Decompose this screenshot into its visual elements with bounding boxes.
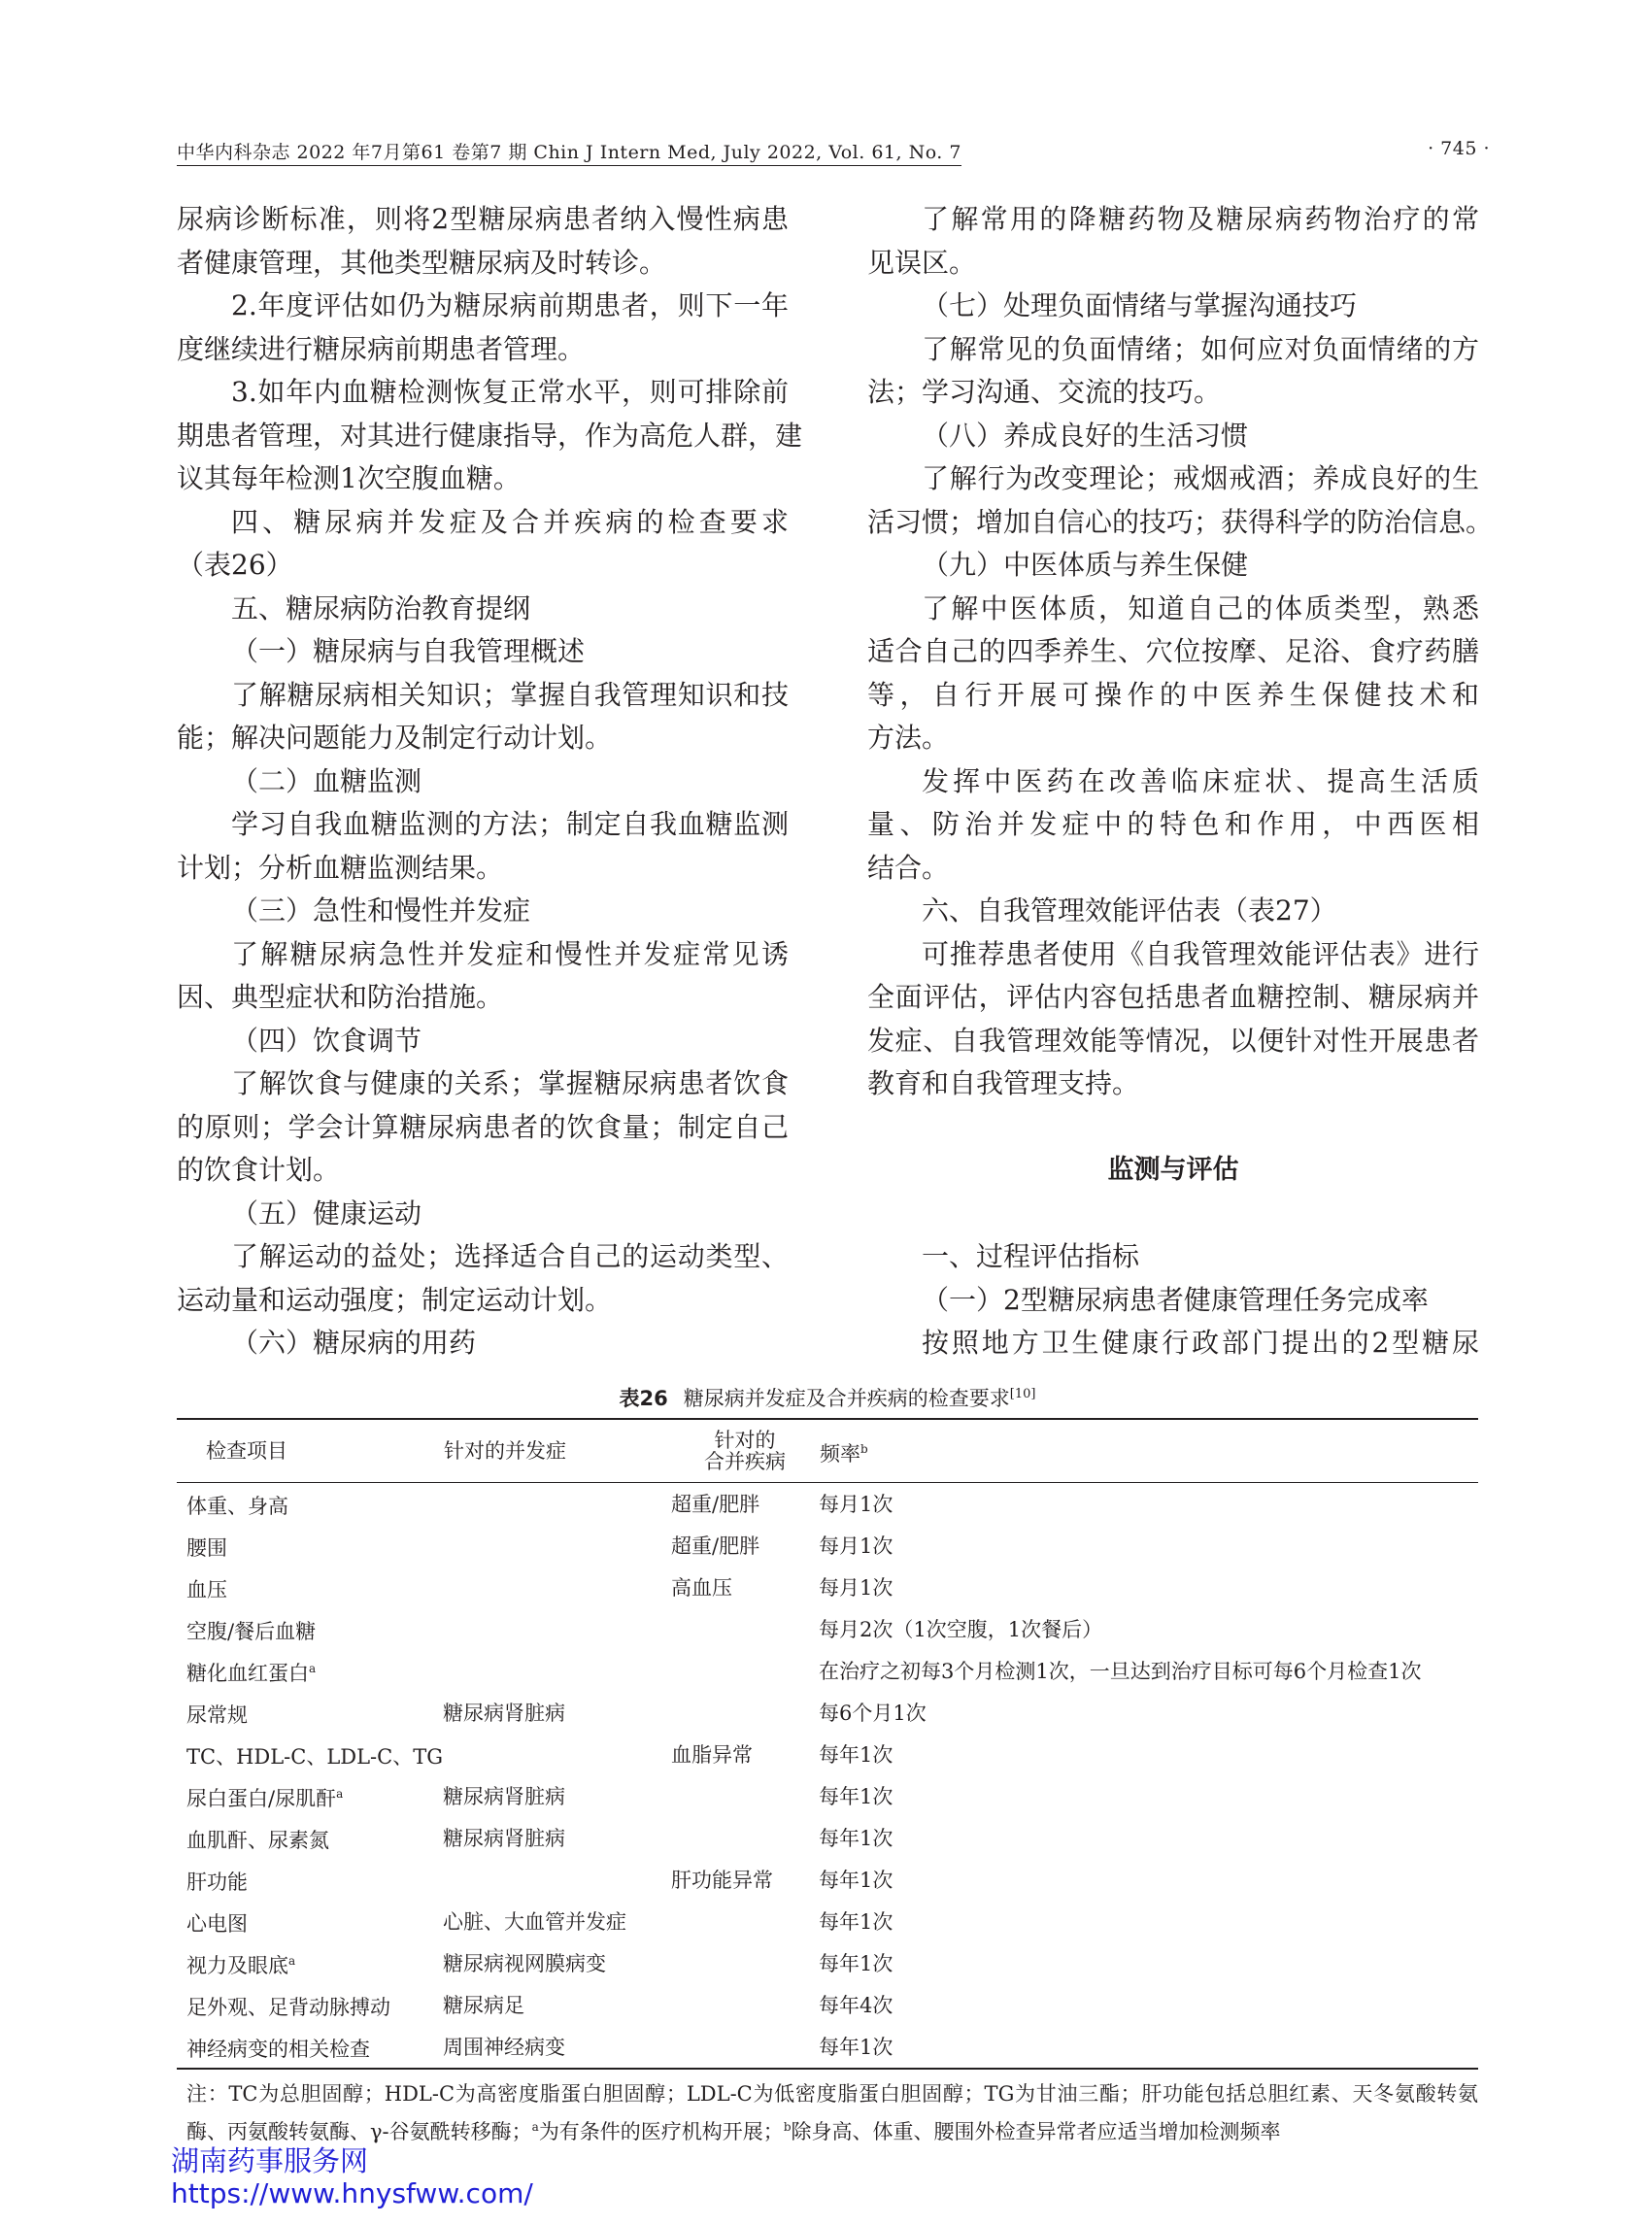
cell-frequency-text: 每年1次: [819, 1742, 893, 1767]
cell-frequency: [819, 1567, 1478, 1608]
table-reference: [10]: [1009, 1387, 1036, 1401]
table-26: [177, 1379, 1478, 2148]
header-frequency: [819, 1420, 1478, 1482]
left-column-line: 运动量和运动强度；制定运动计划。: [177, 1283, 613, 1316]
right-column-line: 结合。: [867, 851, 950, 884]
header-rule: [177, 165, 961, 166]
left-column-line: （三）急性和慢性并发症: [231, 894, 531, 927]
right-column-line: （九）中医体质与养生保健: [922, 549, 1249, 581]
cell-complication: [443, 1775, 671, 1817]
cell-comorbidity: [671, 2026, 819, 2068]
left-column-line: 的原则；学会计算糖尿病患者的饮食量；制定自己: [177, 1110, 789, 1143]
running-header: [177, 132, 1490, 171]
table-row: [177, 1734, 1478, 1775]
cell-exam-item-text: 尿白蛋白/尿肌酐: [186, 1787, 337, 1810]
left-column-line: （六）糖尿病的用药: [231, 1327, 477, 1359]
cell-frequency-text: 每年1次: [819, 1951, 893, 1975]
left-column-line: 了解糖尿病急性并发症和慢性并发症常见诱: [231, 937, 789, 970]
cell-frequency-text: 每年1次: [819, 1909, 893, 1934]
cell-exam-item: [177, 1608, 443, 1650]
cell-frequency-text: 每年4次: [819, 1993, 893, 2017]
cell-exam-item: [177, 1901, 443, 1942]
table-row: [177, 1608, 1478, 1650]
table-row: [177, 1984, 1478, 2026]
cell-comorbidity-text: 血脂异常: [671, 1742, 754, 1767]
cell-complication-text: 糖尿病肾脏病: [443, 1826, 566, 1850]
cell-complication: [443, 1608, 671, 1650]
right-column-line: 活习惯；增加自信心的技巧；获得科学的防治信息。: [867, 505, 1494, 538]
blank-line: [867, 1106, 1479, 1150]
cell-comorbidity: [671, 1483, 819, 1525]
cell-exam-item: [177, 1775, 443, 1817]
watermark-url-link[interactable]: https://www.hnysfww.com/: [171, 2177, 533, 2209]
cell-exam-item: [177, 1734, 443, 1775]
left-column-line: 议其每年检测1次空腹血糖。: [177, 462, 521, 494]
left-column-line: 了解运动的益处；选择适合自己的运动类型、: [231, 1240, 789, 1272]
watermark[interactable]: [171, 2144, 533, 2210]
right-column-line: （八）养成良好的生活习惯: [922, 419, 1249, 452]
cell-comorbidity: [671, 1859, 819, 1901]
cell-exam-item-text: 肝功能: [186, 1871, 248, 1894]
cell-complication-text: 周围神经病变: [443, 2035, 566, 2059]
cell-comorbidity: [671, 1817, 819, 1859]
cell-frequency: [819, 1942, 1478, 1984]
cell-exam-item-text: 足外观、足背动脉搏动: [186, 1996, 390, 2019]
left-column-line: （一）糖尿病与自我管理概述: [231, 635, 586, 667]
cell-exam-item-text: 空腹/餐后血糖: [186, 1620, 317, 1643]
note-sup-a: a: [531, 2120, 539, 2134]
cell-frequency-text: 每年1次: [819, 1784, 893, 1808]
right-column-line: 教育和自我管理支持。: [867, 1067, 1140, 1099]
cell-comorbidity: [671, 1650, 819, 1692]
cell-frequency-text: 每月1次: [819, 1534, 893, 1558]
cell-complication: [443, 1650, 671, 1692]
cell-frequency-text: 每年1次: [819, 2035, 893, 2059]
table-row: [177, 1567, 1478, 1608]
section-heading: 监测与评估: [1107, 1155, 1239, 1185]
cell-frequency: [819, 1608, 1478, 1650]
footnote-marker: a: [336, 1787, 344, 1801]
right-column-line: 法；学习沟通、交流的技巧。: [867, 376, 1222, 408]
cell-exam-item-text: 体重、身高: [186, 1495, 288, 1518]
cell-complication: [443, 1567, 671, 1608]
cell-comorbidity: [671, 1984, 819, 2026]
right-column-line: 适合自己的四季养生、穴位按摩、足浴、食疗药膳: [867, 635, 1479, 667]
right-column-line: 一、过程评估指标: [922, 1240, 1140, 1272]
cell-comorbidity: [671, 1608, 819, 1650]
cell-complication: [443, 1942, 671, 1984]
note-abbreviations: 注：TC为总胆固醇；HDL-C为高密度脂蛋白胆固醇；LDL-C为低密度脂蛋白胆固醇；TG为甘油三酯；肝功能包括总胆红素、天冬氨酸转氨酶、丙氨酸转氨酶、γ-谷氨酰转移酶；: [186, 2082, 1478, 2143]
cell-comorbidity-text: 超重/肥胖: [671, 1534, 760, 1558]
left-column-line: 四、糖尿病并发症及合并疾病的检查要求: [231, 505, 789, 538]
cell-complication-text: 糖尿病肾脏病: [443, 1701, 566, 1725]
right-column-line: 了解常见的负面情绪；如何应对负面情绪的方: [922, 332, 1479, 365]
table-row: [177, 1692, 1478, 1734]
left-column-line: 尿病诊断标准，则将2型糖尿病患者纳入慢性病患: [177, 203, 789, 235]
cell-complication: [443, 1483, 671, 1525]
cell-exam-item: [177, 2026, 443, 2068]
cell-frequency-text: 每年1次: [819, 1868, 893, 1892]
cell-frequency-text: 每6个月1次: [819, 1701, 927, 1725]
cell-frequency: [819, 1901, 1478, 1942]
right-column-line: 按照地方卫生健康行政部门提出的2型糖尿: [922, 1327, 1479, 1359]
left-column-line: 的饮食计划。: [177, 1154, 341, 1186]
header-frequency-label: 频率: [820, 1441, 861, 1466]
table-row: [177, 1942, 1478, 1984]
right-column-line: 了解行为改变理论；戒烟戒酒；养成良好的生: [922, 462, 1479, 494]
left-column-line: 了解糖尿病相关知识；掌握自我管理知识和技: [231, 678, 789, 711]
left-column-line: 因、典型症状和防治措施。: [177, 981, 504, 1013]
cell-exam-item: [177, 1525, 443, 1567]
table-row: [177, 1650, 1478, 1692]
table-bottom-rule: [177, 2068, 1478, 2070]
table-label: 表26: [619, 1387, 668, 1410]
left-column-line: 了解饮食与健康的关系；掌握糖尿病患者饮食: [231, 1067, 789, 1099]
header-comorbidity: [671, 1420, 819, 1482]
page-number: · 745 ·: [1428, 138, 1490, 159]
right-column-line: 全面评估，评估内容包括患者血糖控制、糖尿病并: [867, 981, 1479, 1013]
blank-line: [867, 1193, 1479, 1236]
cell-frequency-text: 每月1次: [819, 1575, 893, 1600]
right-column-line: 发症、自我管理效能等情况，以便针对性开展患者: [867, 1024, 1479, 1057]
left-column-line: 能；解决问题能力及制定行动计划。: [177, 722, 613, 754]
right-text-column: [867, 198, 1494, 1365]
cell-exam-item: [177, 1984, 443, 2026]
right-column-line: 量、防治并发症中的特色和作用，中西医相: [867, 808, 1479, 840]
cell-frequency-text: 每年1次: [819, 1826, 893, 1850]
left-column-line: 2.年度评估如仍为糖尿病前期患者，则下一年: [231, 289, 789, 321]
table-row: [177, 1901, 1478, 1942]
cell-exam-item-text: 尿常规: [186, 1703, 248, 1727]
note-a-text: 为有条件的医疗机构开展；: [538, 2120, 784, 2143]
cell-exam-item-text: 心电图: [186, 1912, 248, 1936]
left-column-line: 度继续进行糖尿病前期患者管理。: [177, 332, 586, 365]
left-text-column: [177, 198, 803, 1365]
left-column-line: （表26）: [177, 549, 293, 581]
table-row: [177, 1483, 1478, 1525]
cell-comorbidity-text: 高血压: [671, 1575, 733, 1600]
cell-complication: [443, 1692, 671, 1734]
cell-complication-text: 心脏、大血管并发症: [443, 1909, 627, 1934]
header-complication: 针对的并发症: [444, 1439, 567, 1463]
right-column-line: （一）2型糖尿病患者健康管理任务完成率: [922, 1283, 1429, 1316]
cell-frequency: [819, 1984, 1478, 2026]
cell-complication: [443, 1901, 671, 1942]
cell-exam-item: [177, 1817, 443, 1859]
cell-comorbidity: [671, 1734, 819, 1775]
table-row: [177, 1817, 1478, 1859]
left-column-line: 期患者管理，对其进行健康指导，作为高危人群，建: [177, 419, 803, 452]
cell-comorbidity: [671, 1692, 819, 1734]
cell-frequency: [819, 1817, 1478, 1859]
right-column-line: 等，自行开展可操作的中医养生保健技术和: [867, 678, 1479, 711]
footnote-marker: a: [309, 1662, 317, 1675]
cell-frequency: [819, 1734, 1478, 1775]
cell-comorbidity-text: 超重/肥胖: [671, 1492, 760, 1516]
left-column-line: （四）饮食调节: [231, 1024, 422, 1057]
table-title: [177, 1379, 1478, 1410]
journal-citation: 中华内科杂志 2022 年7月第61 卷第7 期 Chin J Intern Med, July 2022, Vol. 61, No. 7: [177, 142, 961, 163]
table-row: [177, 1859, 1478, 1901]
table-grid: [177, 1420, 1478, 2068]
right-column-line: （七）处理负面情绪与掌握沟通技巧: [922, 289, 1358, 321]
cell-complication: [443, 1817, 671, 1859]
cell-exam-item: [177, 1859, 443, 1901]
note-sup-b: b: [783, 2120, 792, 2134]
cell-exam-item: [177, 1942, 443, 1984]
cell-exam-item-text: 视力及眼底: [186, 1954, 288, 1977]
cell-frequency: [819, 1859, 1478, 1901]
cell-exam-item: [177, 1692, 443, 1734]
cell-frequency-text: 每月2次（1次空腹，1次餐后）: [819, 1617, 1103, 1641]
header-comorbidity-line2: 合并疾病: [704, 1450, 787, 1473]
cell-complication: [443, 1525, 671, 1567]
cell-complication: [443, 1984, 671, 2026]
right-column-line: 了解常用的降糖药物及糖尿病药物治疗的常: [922, 203, 1479, 235]
left-column-line: 者健康管理，其他类型糖尿病及时转诊。: [177, 246, 667, 279]
cell-exam-item-text: 糖化血红蛋白: [186, 1662, 309, 1685]
watermark-site-name[interactable]: 湖南药事服务网: [171, 2144, 369, 2177]
table-row: [177, 2026, 1478, 2068]
table-note: [177, 2077, 1478, 2148]
left-column-line: 学习自我血糖监测的方法；制定自我血糖监测: [231, 808, 789, 840]
left-column-line: 计划；分析血糖监测结果。: [177, 851, 504, 884]
table-caption: 糖尿病并发症及合并疾病的检查要求: [683, 1387, 1010, 1410]
cell-exam-item: [177, 1650, 443, 1692]
cell-exam-item: [177, 1483, 443, 1525]
table-header-row: [177, 1420, 1478, 1482]
header-exam-item: 检查项目: [206, 1439, 287, 1463]
cell-frequency: [819, 1483, 1478, 1525]
cell-exam-item-text: TC、HDL-C、LDL-C、TG: [186, 1745, 444, 1769]
footnote-marker: a: [288, 1954, 296, 1968]
cell-complication-text: 糖尿病肾脏病: [443, 1784, 566, 1808]
cell-comorbidity: [671, 1775, 819, 1817]
cell-complication: [443, 2026, 671, 2068]
cell-frequency: [819, 1525, 1478, 1567]
cell-comorbidity-text: 肝功能异常: [671, 1868, 774, 1892]
header-comorbidity-line1: 针对的: [714, 1429, 776, 1452]
right-column-line: 方法。: [867, 722, 950, 754]
table-row: [177, 1775, 1478, 1817]
cell-frequency: [819, 1692, 1478, 1734]
right-column-line: 六、自我管理效能评估表（表27）: [922, 894, 1337, 927]
left-column-line: （二）血糖监测: [231, 764, 422, 797]
left-column-line: （五）健康运动: [231, 1197, 422, 1230]
right-column-line: 发挥中医药在改善临床症状、提高生活质: [922, 764, 1479, 797]
cell-frequency: [819, 2026, 1478, 2068]
cell-comorbidity: [671, 1525, 819, 1567]
right-column-line: 见误区。: [867, 246, 977, 279]
cell-complication-text: 糖尿病足: [443, 1993, 525, 2017]
table-row: [177, 1525, 1478, 1567]
cell-exam-item-text: 神经病变的相关检查: [186, 2038, 370, 2061]
cell-exam-item-text: 血压: [186, 1578, 227, 1601]
left-column-line: 3.如年内血糖检测恢复正常水平，则可排除前: [231, 376, 789, 408]
cell-exam-item-text: 血肌酐、尿素氮: [186, 1829, 329, 1852]
cell-comorbidity: [671, 1901, 819, 1942]
note-b-text: 除身高、体重、腰围外检查异常者应适当增加检测频率: [791, 2120, 1281, 2143]
header-frequency-sup: b: [860, 1441, 868, 1456]
right-column-line: 了解中医体质，知道自己的体质类型，熟悉: [922, 591, 1479, 624]
cell-frequency: [819, 1650, 1478, 1692]
cell-complication: [443, 1859, 671, 1901]
cell-frequency-text: 每月1次: [819, 1492, 893, 1516]
right-column-line: 可推荐患者使用《自我管理效能评估表》进行: [922, 937, 1479, 970]
cell-complication: [443, 1734, 671, 1775]
cell-frequency: [819, 1775, 1478, 1817]
cell-complication-text: 糖尿病视网膜病变: [443, 1951, 607, 1975]
cell-exam-item-text: 腰围: [186, 1536, 227, 1560]
cell-frequency-text: 在治疗之初每3个月检测1次，一旦达到治疗目标可每6个月检查1次: [819, 1659, 1422, 1683]
left-column-line: 五、糖尿病防治教育提纲: [231, 591, 531, 624]
cell-comorbidity: [671, 1567, 819, 1608]
cell-comorbidity: [671, 1942, 819, 1984]
cell-exam-item: [177, 1567, 443, 1608]
